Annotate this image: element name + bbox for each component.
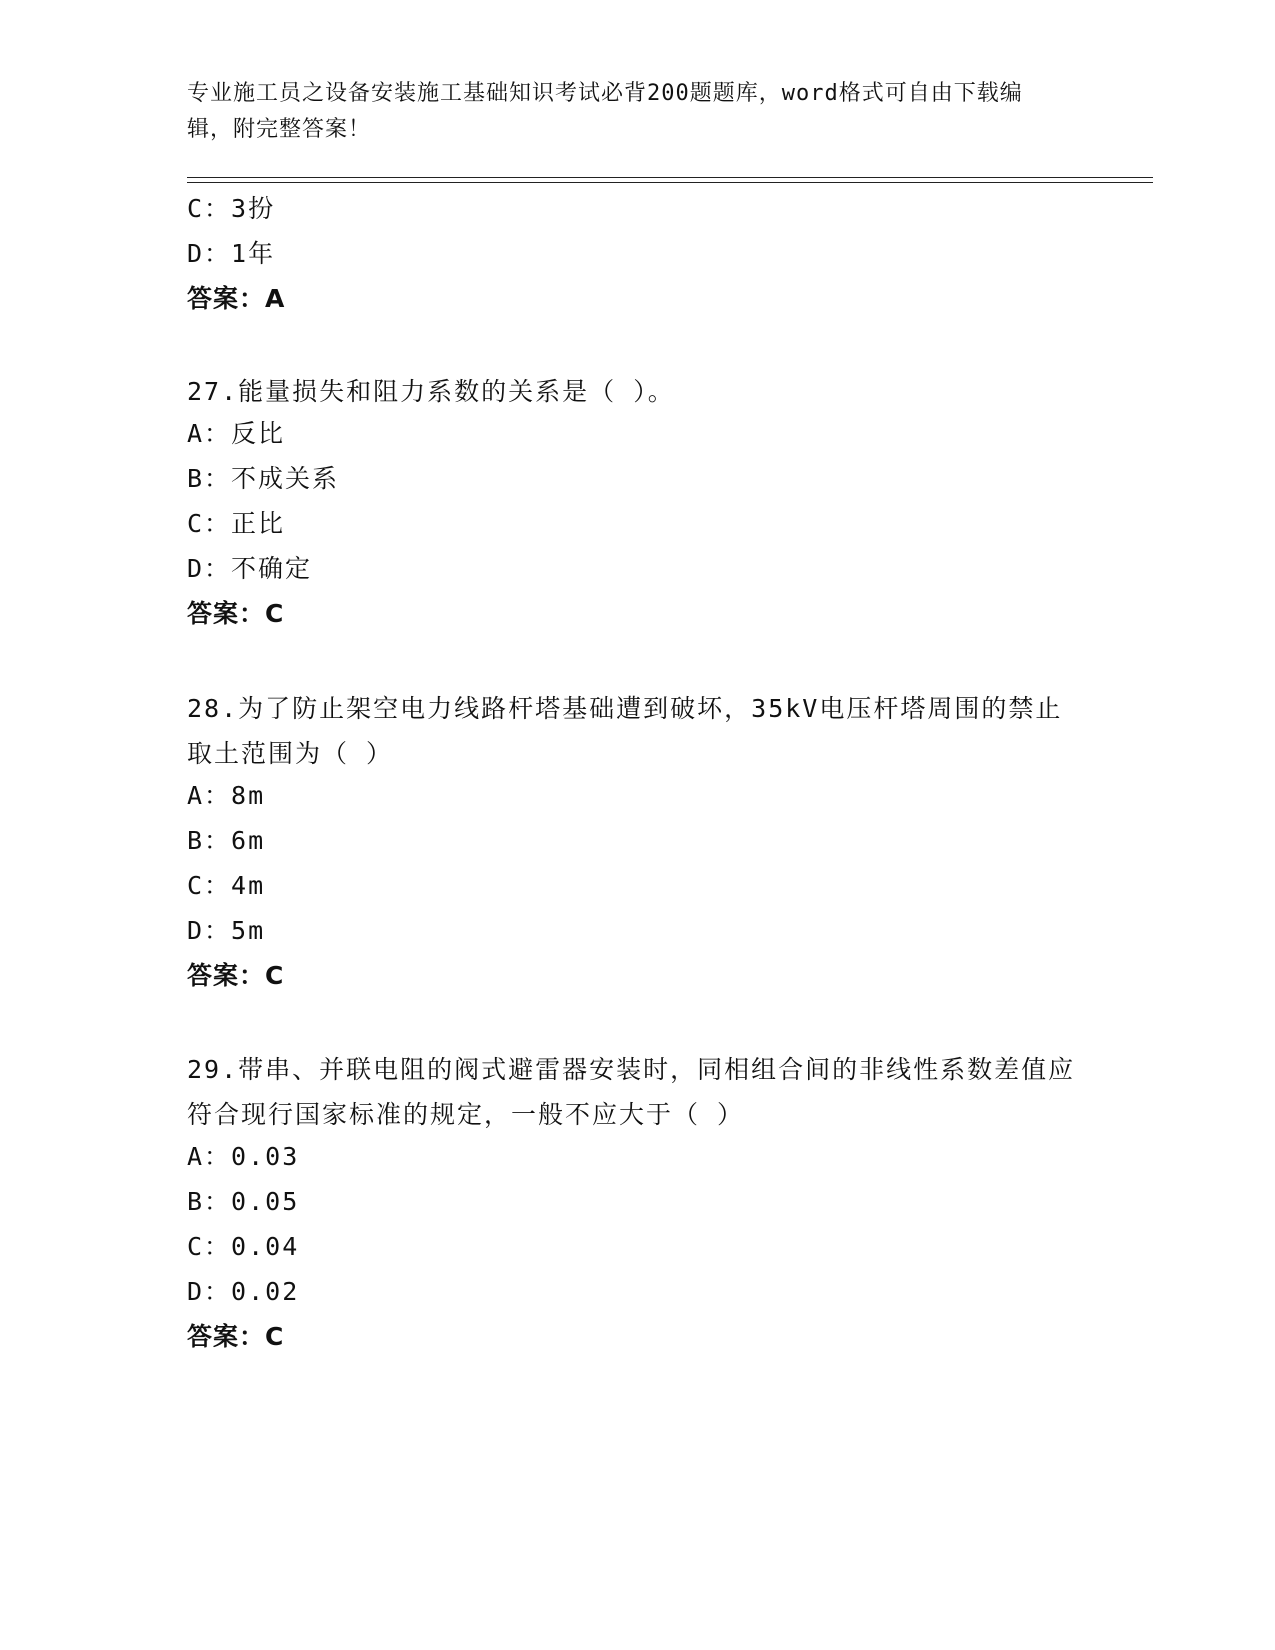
header-divider-bottom (187, 182, 1153, 183)
question-27-option-a: A：反比 (187, 419, 286, 448)
question-29-option-b: B：0.05 (187, 1187, 300, 1216)
header-divider-top (187, 177, 1153, 178)
question-27-option-b: B：不成关系 (187, 464, 340, 493)
prev-answer: 答案：A (187, 284, 286, 313)
prev-option-c: C：3扮 (187, 194, 276, 223)
question-29-option-d: D：0.02 (187, 1277, 300, 1306)
question-27-option-c: C：正比 (187, 509, 286, 538)
question-29-option-c: C：0.04 (187, 1232, 300, 1261)
question-28-answer: 答案：C (187, 961, 285, 990)
question-28-option-b: B：6m (187, 826, 266, 855)
document-header: 专业施工员之设备安装施工基础知识考试必背200题题库，word格式可自由下载编辑，附完整答案！ (187, 81, 1023, 142)
question-27-text: 27.能量损失和阻力系数的关系是（ ）。 (187, 377, 675, 406)
question-29-text: 29.带串、并联电阻的阀式避雷器安装时，同相组合间的非线性系数差值应符合现行国家标准的规定，一般不应大于（ ） (187, 1055, 1076, 1129)
question-29-answer: 答案：C (187, 1322, 285, 1351)
question-28-text: 28.为了防止架空电力线路杆塔基础遭到破坏，35kV电压杆塔周围的禁止取土范围为（ ） (187, 694, 1063, 768)
prev-option-d: D：1年 (187, 239, 276, 268)
question-27-answer: 答案：C (187, 599, 285, 628)
question-27-option-d: D：不确定 (187, 554, 313, 583)
question-28-option-c: C：4m (187, 871, 266, 900)
question-28-option-d: D：5m (187, 916, 266, 945)
question-29-option-a: A：0.03 (187, 1142, 300, 1171)
question-28-option-a: A：8m (187, 781, 266, 810)
